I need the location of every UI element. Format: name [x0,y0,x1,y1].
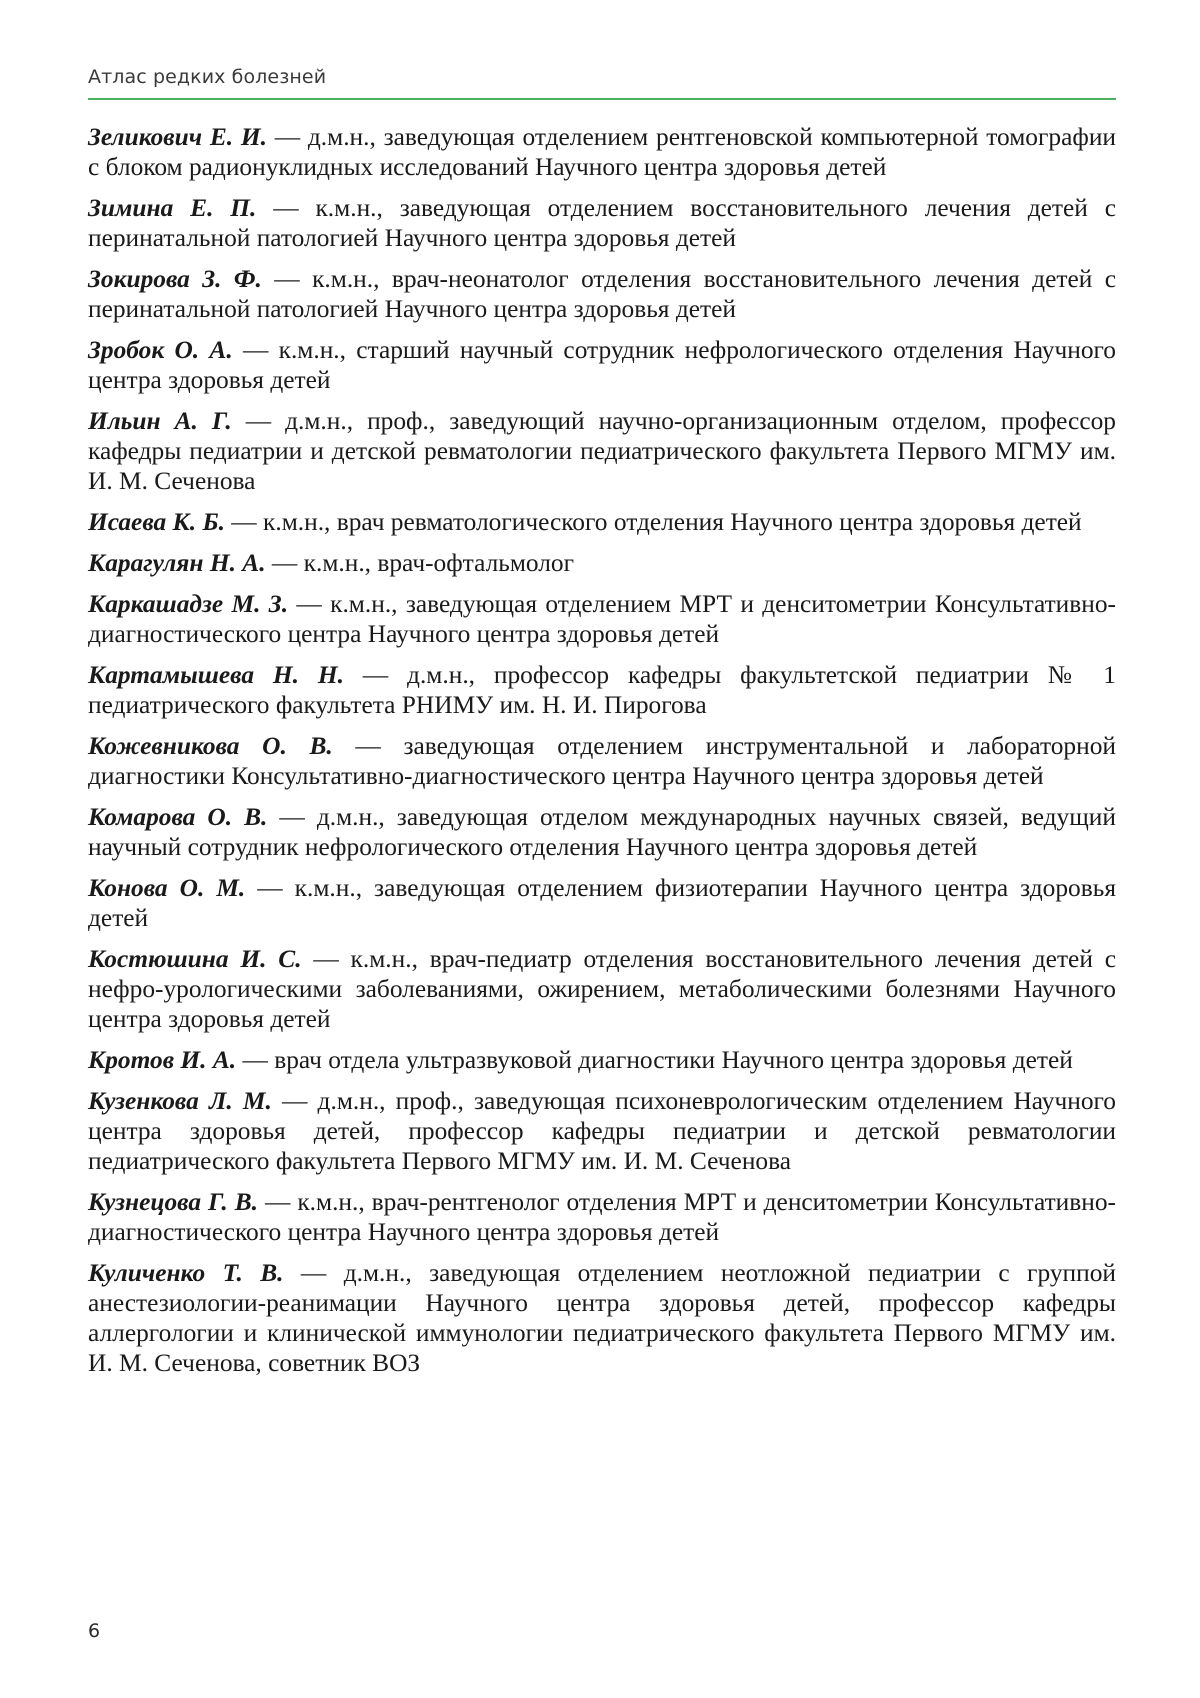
contributor-name: Картамышева Н. Н. [88,661,344,689]
contributor-name: Каркашадзе М. З. [88,590,289,618]
page-number: 6 [88,1620,101,1642]
contributor-name: Кожевникова О. В. [88,732,333,760]
contributor-entry [88,548,1116,578]
contributor-description: — д.м.н., заведующая отделом международных научных связей, ведущий научный сотрудник нефрологического отделения Научного центра здоровья детей [88,803,1116,861]
contributor-entry [88,335,1116,395]
contributor-entry [88,660,1116,720]
contributor-description: — к.м.н., врач-рентгенолог отделения МРТ и денситометрии Консультативно-диагностического центра Научного центра здоровья детей [88,1188,1116,1246]
contributor-name: Зробок О. А. [88,336,233,364]
contributor-description: — к.м.н., заведующая отделением МРТ и денситометрии Консультативно-диагностического центра Научного центра здоровья детей [88,590,1116,648]
header-rule [88,98,1116,100]
contributor-name: Конова О. М. [88,874,246,902]
contributor-description: — к.м.н., врач ревматологического отделения Научного центра здоровья детей [224,508,1082,536]
contributor-description: — к.м.н., врач-неонатолог отделения восстановительного лечения детей с перинатальной патологией Научного центра здоровья детей [88,265,1116,323]
contributor-name: Кузнецова Г. В. [88,1188,259,1216]
contributor-description: — к.м.н., старший научный сотрудник нефрологического отделения Научного центра здоровья детей [88,336,1116,394]
contributor-description: — к.м.н., заведующая отделением восстановительного лечения детей с перинатальной патологией Научного центра здоровья детей [88,194,1116,252]
contributor-entry [88,1086,1116,1176]
contributor-description: — д.м.н., проф., заведующая психоневрологическим отделением Научного центра здоровья детей, профессор кафедры педиатрии и детской ревматологии педиатрического факультета Первого МГМУ им. И. М. Сеченова [88,1087,1116,1175]
contributor-entry [88,1258,1116,1378]
contributor-entry [88,193,1116,253]
contributor-entry [88,507,1116,537]
contributor-description: — к.м.н., заведующая отделением физиотерапии Научного центра здоровья детей [88,874,1116,932]
running-header: Атлас редких болезней [88,66,327,88]
contributor-entry [88,264,1116,324]
contributor-name: Кротов И. А. [88,1046,237,1074]
contributor-entry [88,122,1116,182]
contributor-entry [88,589,1116,649]
contributor-name: Ильин А. Г. [88,407,232,435]
contributor-description: — к.м.н., врач-офтальмолог [265,549,575,577]
contributor-name: Исаева К. Б. [88,508,225,536]
contributor-name: Кузенкова Л. М. [88,1087,272,1115]
contributor-entry [88,944,1116,1034]
contributor-name: Комарова О. В. [88,803,268,831]
contributor-name: Зеликович Е. И. [88,123,267,151]
contributor-entry [88,802,1116,862]
contributor-description: — д.м.н., заведующая отделением рентгеновской компьютерной томографии с блоком радионуклидных исследований Научного центра здоровья детей [88,123,1117,181]
contributor-name: Куличенко Т. В. [88,1259,284,1287]
contributor-entry [88,406,1116,496]
contributor-name: Зимина Е. П. [88,194,257,222]
contributor-name: Костюшина И. С. [88,945,302,973]
contributor-description: — заведующая отделением инструментальной и лабораторной диагностики Консультативно-диагностического центра Научного центра здоровья детей [88,732,1116,790]
contributor-description: — д.м.н., заведующая отделением неотложной педиатрии с группой анестезиологии-реанимации Научного центра здоровья детей, профессор кафедры аллергологии и клинической иммунологии педиатрического факультета Первого МГМУ им. И. М. Сеченова, советник ВОЗ [88,1259,1116,1377]
contributor-name: Карагулян Н. А. [88,549,266,577]
contributor-entry [88,1045,1116,1075]
contributor-entry [88,1187,1116,1247]
contributor-description: — д.м.н., профессор кафедры факультетской педиатрии № 1 педиатрического факультета РНИМУ им. Н. И. Пирогова [88,661,1116,719]
contributor-description: — врач отдела ультразвуковой диагностики Научного центра здоровья детей [236,1046,1073,1074]
contributor-entry [88,873,1116,933]
contributor-description: — к.м.н., врач-педиатр отделения восстановительного лечения детей с нефро-урологическими заболеваниями, ожирением, метаболическими болезнями Научного центра здоровья детей [88,945,1116,1033]
contributor-name: Зокирова З. Ф. [88,265,262,293]
contributors-list [88,122,1116,1389]
contributor-description: — д.м.н., проф., заведующий научно-организационным отделом, профессор кафедры педиатрии и детской ревматологии педиатрического факультета Первого МГМУ им. И. М. Сеченова [88,407,1116,495]
contributor-entry [88,731,1116,791]
